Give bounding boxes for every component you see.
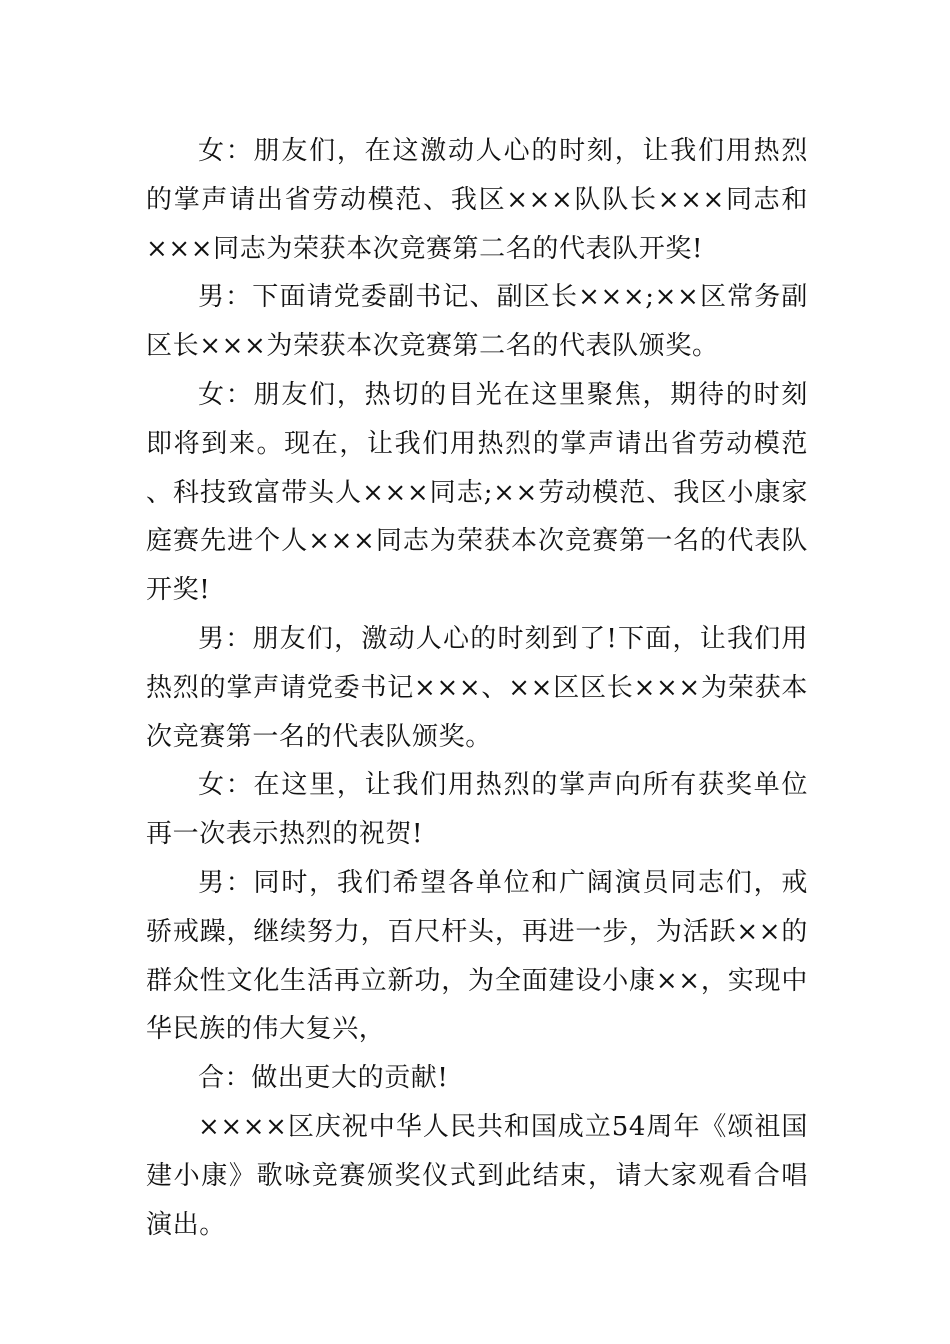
paragraph-male-host-2: 男：朋友们，激动人心的时刻到了!下面，让我们用热烈的掌声请党委书记×××、××区区长×××为荣获本次竞赛第一名的代表队颁奖。 (146, 623, 808, 752)
paragraph-male-host-3: 男：同时，我们希望各单位和广阔演员同志们，戒骄戒躁，继续努力，百尺杆头，再进一步，为活跃××的群众性文化生活再立新功，为全面建设小康××，实现中华民族的伟大复兴， (146, 867, 808, 1045)
paragraph-closing: ××××区庆祝中华人民共和国成立54周年《颂祖国建小康》歌咏竞赛颁奖仪式到此结束，请大家观看合唱演出。 (146, 1111, 808, 1240)
paragraph-female-host-1: 女：朋友们，在这激动人心的时刻，让我们用热烈的掌声请出省劳动模范、我区×××队队长×××同志和×××同志为荣获本次竞赛第二名的代表队开奖! (146, 136, 808, 264)
paragraph-female-host-3: 女：在这里，让我们用热烈的掌声向所有获奖单位再一次表示热烈的祝贺! (146, 770, 808, 850)
paragraph-male-host-1: 男：下面请党委副书记、副区长×××;××区常务副区长×××为荣获本次竞赛第二名的代表队颁奖。 (146, 282, 808, 362)
paragraph-together: 合：做出更大的贡献! (198, 1063, 449, 1094)
document-body (146, 127, 808, 1249)
paragraph-female-host-2: 女：朋友们，热切的目光在这里聚焦，期待的时刻即将到来。现在，让我们用热烈的掌声请出省劳动模范、科技致富带头人×××同志;××劳动模范、我区小康家庭赛先进个人×××同志为荣获本次竞赛第一名的代表队开奖! (146, 379, 808, 606)
